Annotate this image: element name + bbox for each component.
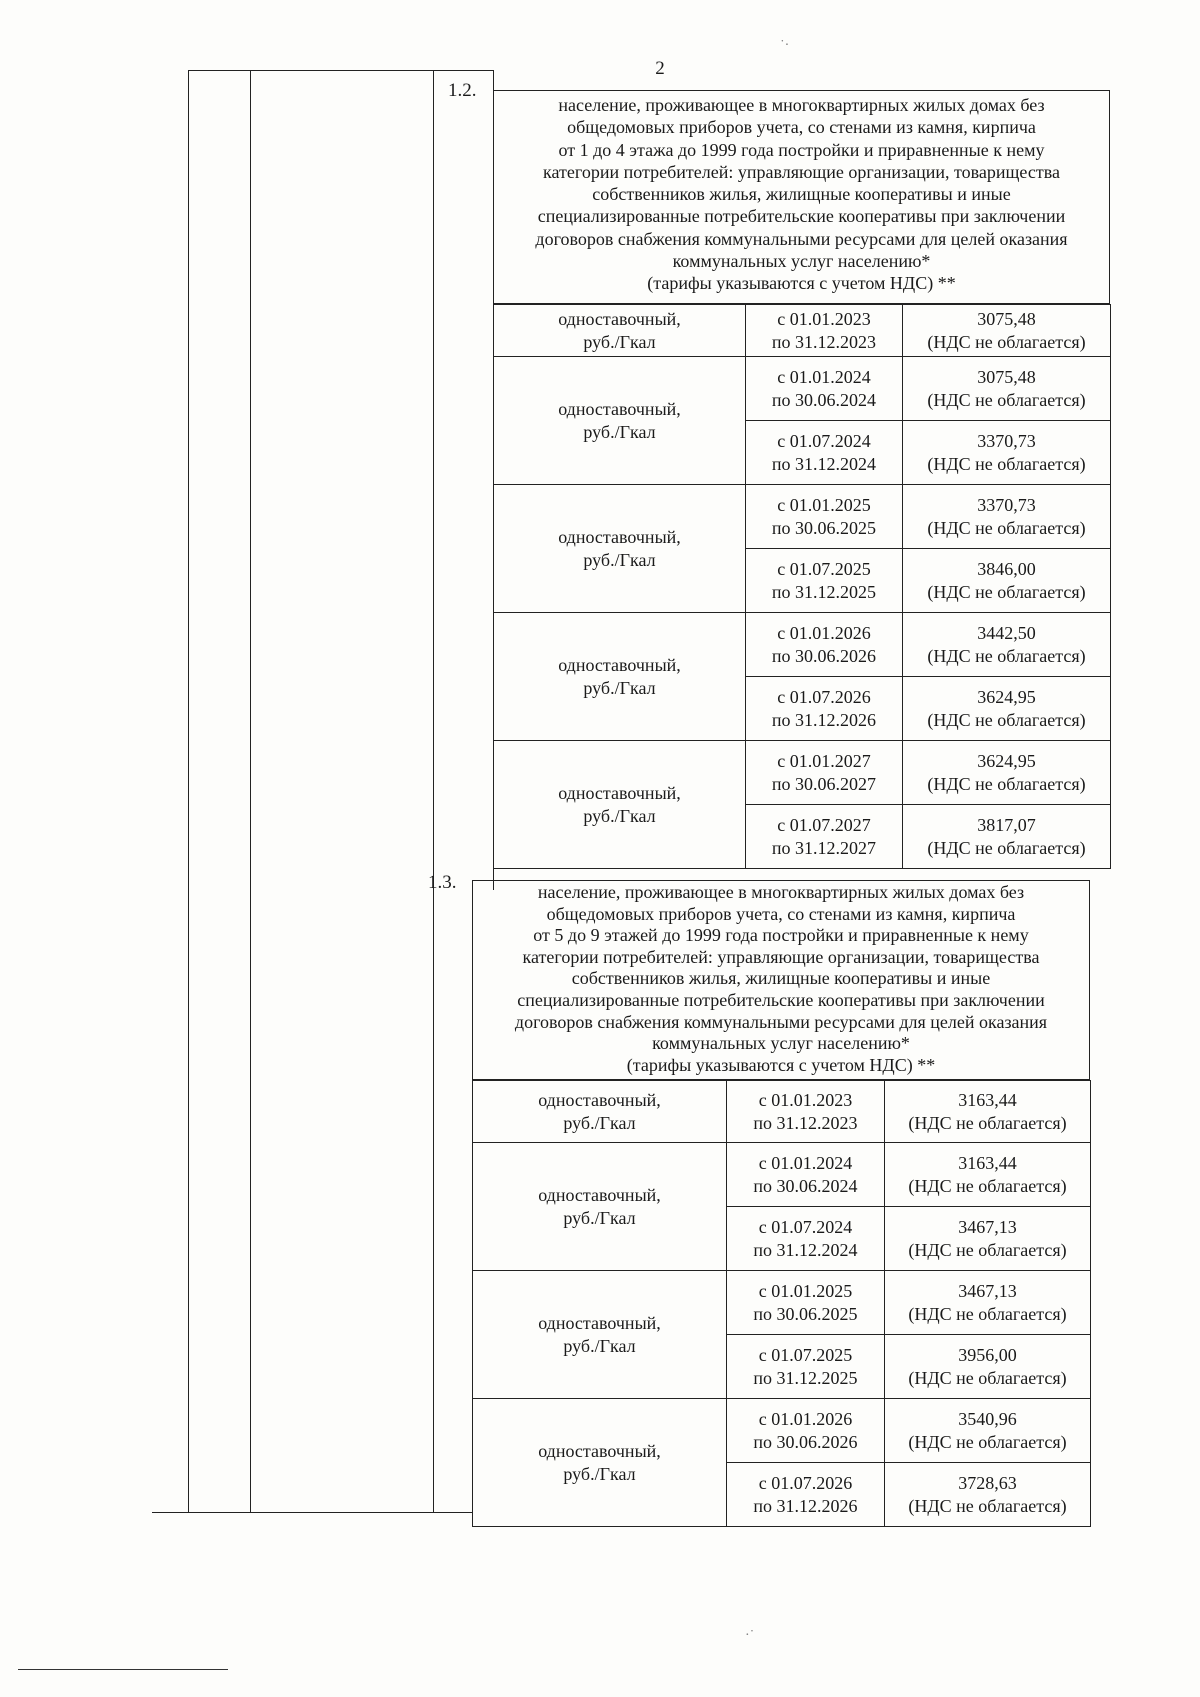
- period-cell: с 01.01.2026 по 30.06.2026: [727, 1399, 885, 1463]
- footnote-rule: [18, 1669, 228, 1670]
- table-row: [473, 1081, 1091, 1143]
- period-cell: с 01.07.2025 по 31.12.2025: [727, 1335, 885, 1399]
- period-cell: с 01.01.2025 по 30.06.2025: [746, 485, 903, 549]
- section-number: 1.2.: [448, 80, 477, 101]
- tariff-value-cell: 3467,13 (НДС не облагается): [885, 1207, 1091, 1271]
- tariff-value-cell: 3163,44 (НДС не облагается): [885, 1081, 1091, 1143]
- left-border: [188, 70, 189, 1512]
- top-border: [188, 70, 493, 71]
- table-row: [494, 357, 1111, 421]
- tariff-value-cell: 3728,63 (НДС не облагается): [885, 1463, 1091, 1527]
- tariff-type-cell: одноставочный, руб./Гкал: [473, 1271, 727, 1399]
- period-cell: с 01.01.2024 по 30.06.2024: [727, 1143, 885, 1207]
- tariff-value-cell: 3624,95 (НДС не облагается): [903, 677, 1111, 741]
- table-row: [494, 613, 1111, 677]
- page-number: 2: [655, 58, 665, 79]
- tariff-type-cell: одноставочный, руб./Гкал: [473, 1143, 727, 1271]
- column-divider-2: [433, 70, 434, 1512]
- bottom-border: [152, 1512, 472, 1513]
- section-description: население, проживающее в многоквартирных жилых домах без общедомовых приборов учета, со стенами из камня, кирпича от 5 до 9 этажей до 1999 года постройки и приравненные к нему категории потребителей: управляющие организации, товарищества собственников жилья, жилищные кооперативы и иные специализированные потребительские кооперативы при заключении договоров снабжения коммунальными ресурсами для целей оказания коммунальных услуг населению* (тарифы указываются с учетом НДС) **: [514, 882, 1048, 1075]
- table-row: [494, 741, 1111, 805]
- period-cell: с 01.01.2023 по 31.12.2023: [727, 1081, 885, 1143]
- tariff-value-cell: 3075,48 (НДС не облагается): [903, 357, 1111, 421]
- period-cell: с 01.01.2025 по 30.06.2025: [727, 1271, 885, 1335]
- period-cell: с 01.01.2026 по 30.06.2026: [746, 613, 903, 677]
- tariff-value-cell: 3624,95 (НДС не облагается): [903, 741, 1111, 805]
- period-cell: с 01.01.2023 по 31.12.2023: [746, 305, 903, 357]
- scan-speck: ˙·: [780, 38, 790, 53]
- tariff-type-cell: одноставочный, руб./Гкал: [473, 1399, 727, 1527]
- tariff-type-cell: одноставочный, руб./Гкал: [494, 613, 746, 741]
- tariff-type-cell: одноставочный, руб./Гкал: [494, 485, 746, 613]
- table-row: [473, 1143, 1091, 1207]
- tariff-value-cell: 3846,00 (НДС не облагается): [903, 549, 1111, 613]
- tariff-value-cell: 3163,44 (НДС не облагается): [885, 1143, 1091, 1207]
- period-cell: с 01.01.2027 по 30.06.2027: [746, 741, 903, 805]
- period-cell: с 01.07.2026 по 31.12.2026: [727, 1463, 885, 1527]
- tariff-type-cell: одноставочный, руб./Гкал: [473, 1081, 727, 1143]
- scan-speck: ·˙: [745, 1628, 755, 1643]
- section-description: население, проживающее в многоквартирных жилых домах без общедомовых приборов учета, со стенами из камня, кирпича от 1 до 4 этажа до 1999 года постройки и приравненные к нему категории потребителей: управляющие организации, товарищества собственников жилья, жилищные кооперативы и иные специализированные потребительские кооперативы при заключении договоров снабжения коммунальными ресурсами для целей оказания коммунальных услуг населению* (тарифы указываются с учетом НДС) **: [535, 95, 1068, 294]
- tariff-value-cell: 3442,50 (НДС не облагается): [903, 613, 1111, 677]
- period-cell: с 01.07.2024 по 31.12.2024: [746, 421, 903, 485]
- period-cell: с 01.07.2027 по 31.12.2027: [746, 805, 903, 869]
- tariff-table: [493, 304, 1111, 869]
- tariff-table: [472, 1080, 1091, 1527]
- tariff-value-cell: 3540,96 (НДС не облагается): [885, 1399, 1091, 1463]
- tariff-type-cell: одноставочный, руб./Гкал: [494, 741, 746, 869]
- table-row: [473, 1399, 1091, 1463]
- column-divider-1: [250, 70, 251, 1512]
- tariff-value-cell: 3956,00 (НДС не облагается): [885, 1335, 1091, 1399]
- tariff-value-cell: 3370,73 (НДС не облагается): [903, 421, 1111, 485]
- period-cell: с 01.07.2025 по 31.12.2025: [746, 549, 903, 613]
- period-cell: с 01.07.2024 по 31.12.2024: [727, 1207, 885, 1271]
- section-number: 1.3.: [428, 872, 457, 893]
- tariff-value-cell: 3817,07 (НДС не облагается): [903, 805, 1111, 869]
- tariff-value-cell: 3075,48 (НДС не облагается): [903, 305, 1111, 357]
- table-row: [494, 305, 1111, 357]
- table-row: [473, 1271, 1091, 1335]
- tariff-value-cell: 3370,73 (НДС не облагается): [903, 485, 1111, 549]
- tariff-value-cell: 3467,13 (НДС не облагается): [885, 1271, 1091, 1335]
- period-cell: с 01.07.2026 по 31.12.2026: [746, 677, 903, 741]
- period-cell: с 01.01.2024 по 30.06.2024: [746, 357, 903, 421]
- table-row: [494, 485, 1111, 549]
- tariff-type-cell: одноставочный, руб./Гкал: [494, 357, 746, 485]
- tariff-type-cell: одноставочный, руб./Гкал: [494, 305, 746, 357]
